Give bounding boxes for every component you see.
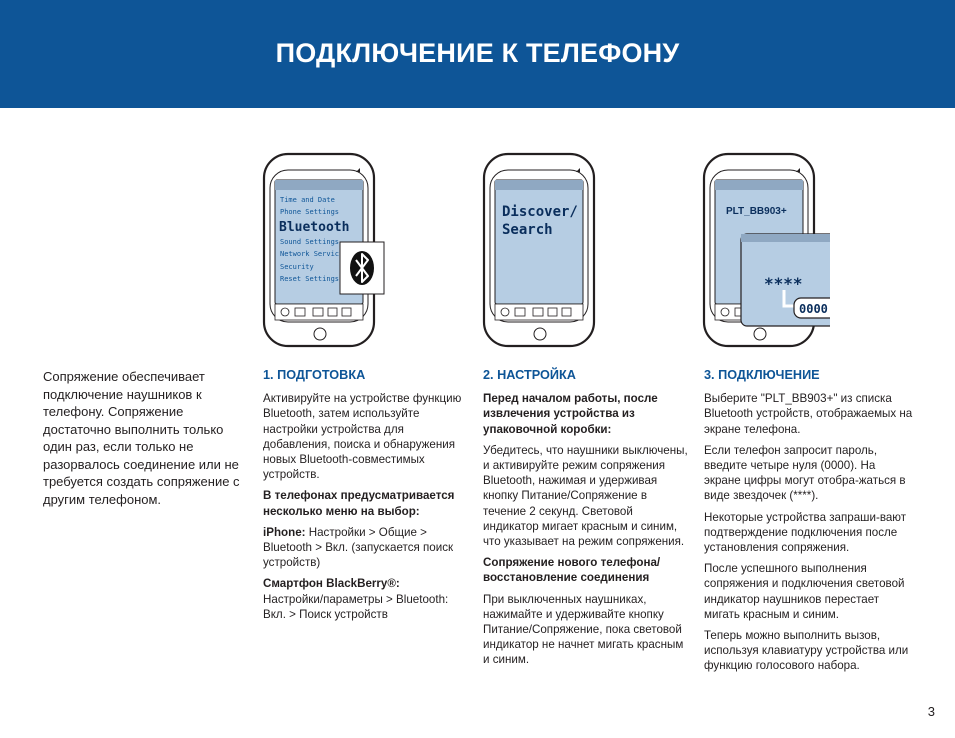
step3-p3: Некоторые устройства запраши-вают подтверждение подключения после установления сопряжения.	[704, 510, 907, 555]
menu-bluetooth: Bluetooth	[279, 220, 350, 235]
blackberry-text: Настройки/параметры > Bluetooth: Вкл. > Поиск устройств	[263, 592, 449, 621]
page-title: ПОДКЛЮЧЕНИЕ К ТЕЛЕФОНУ	[275, 38, 680, 68]
iphone-label: iPhone:	[263, 525, 306, 539]
step2-p3: Сопряжение нового телефона/ восстановление соединения	[483, 556, 661, 585]
password-code: 0000	[799, 302, 828, 316]
phone-illustration-1	[258, 150, 390, 350]
menu-time-date: Time and Date	[280, 196, 335, 204]
device-name: PLT_BB903+	[726, 206, 787, 217]
step1-p1: Активируйте на устройстве функцию Bluetooth, затем используйте настройки устройства для добавления, поиска и обнаружения новых Bluetooth-совместимых устройств.	[263, 392, 462, 482]
menu-phone-settings: Phone Settings	[280, 208, 340, 216]
step3-p2: Если телефон запросит пароль, введите четыре нуля (0000). На экране цифры могут отобра-жаться в виде звездочек (****).	[704, 443, 906, 503]
step3-p1: Выберите "PLT_BB903+" из списка Bluetooth устройств, отображаемых на экране телефона.	[704, 392, 913, 436]
menu-sound-settings: Sound Settings	[280, 238, 340, 246]
step2-p1: Перед началом работы, после извлечения устройства из упаковочной коробки:	[483, 392, 658, 436]
blackberry-label: Смартфон BlackBerry®:	[263, 577, 400, 591]
search-label: Search	[502, 222, 553, 238]
step3-p5: Теперь можно выполнить вызов, используя клавиатуру устройства или функцию голосового набора.	[704, 629, 909, 673]
step3-title: 3. ПОДКЛЮЧЕНИЕ	[704, 368, 820, 382]
menu-security: Security	[280, 263, 314, 271]
menu-reset-settings: Reset Settings	[280, 275, 340, 283]
iphone-text: Настройки > Общие > Bluetooth > Вкл. (запускается поиск устройств)	[263, 525, 454, 570]
page-number: 3	[927, 704, 935, 719]
phone-illustration-3	[698, 150, 830, 350]
step2-p4: При выключенных наушниках, нажимайте и удерживайте кнопку Питание/Сопряжение, пока световой индикатор не начнет мигать красным и синим.	[483, 592, 684, 667]
step3-p4: После успешного выполнения сопряжения и подключения световой индикатор наушников перестает мигать красным и синим.	[704, 562, 905, 621]
step1-blackberry	[263, 576, 471, 622]
step2-column	[483, 368, 689, 674]
step2-title: 2. НАСТРОЙКА	[483, 368, 576, 382]
password-stars: ****	[764, 274, 803, 293]
step3-column	[704, 368, 914, 680]
discover-label: Discover/	[502, 204, 578, 220]
intro-text: Сопряжение обеспечивает подключение наушников к телефону. Сопряжение достаточно выполнить только один раз, если только не разорвалось соединение или не требуется создать сопряжение с другим телефоном.	[43, 369, 240, 507]
step1-iphone	[263, 525, 471, 571]
header-banner	[0, 0, 955, 108]
step1-title: 1. ПОДГОТОВКА	[263, 368, 366, 382]
phone-illustration-2	[478, 150, 610, 350]
menu-network: Network Servic	[280, 250, 340, 258]
bluetooth-icon	[350, 251, 374, 285]
step1-column	[263, 368, 471, 628]
step2-p2: Убедитесь, что наушники выключены, и активируйте режим сопряжения Bluetooth, нажимая и удерживая кнопку Питание/Сопряжение в течение 2 секунд. Световой индикатор мигает красным и синим, что указывает на режим сопряжения.	[483, 443, 688, 549]
step1-p2: В телефонах предусматривается несколько меню на выбор:	[263, 489, 455, 518]
